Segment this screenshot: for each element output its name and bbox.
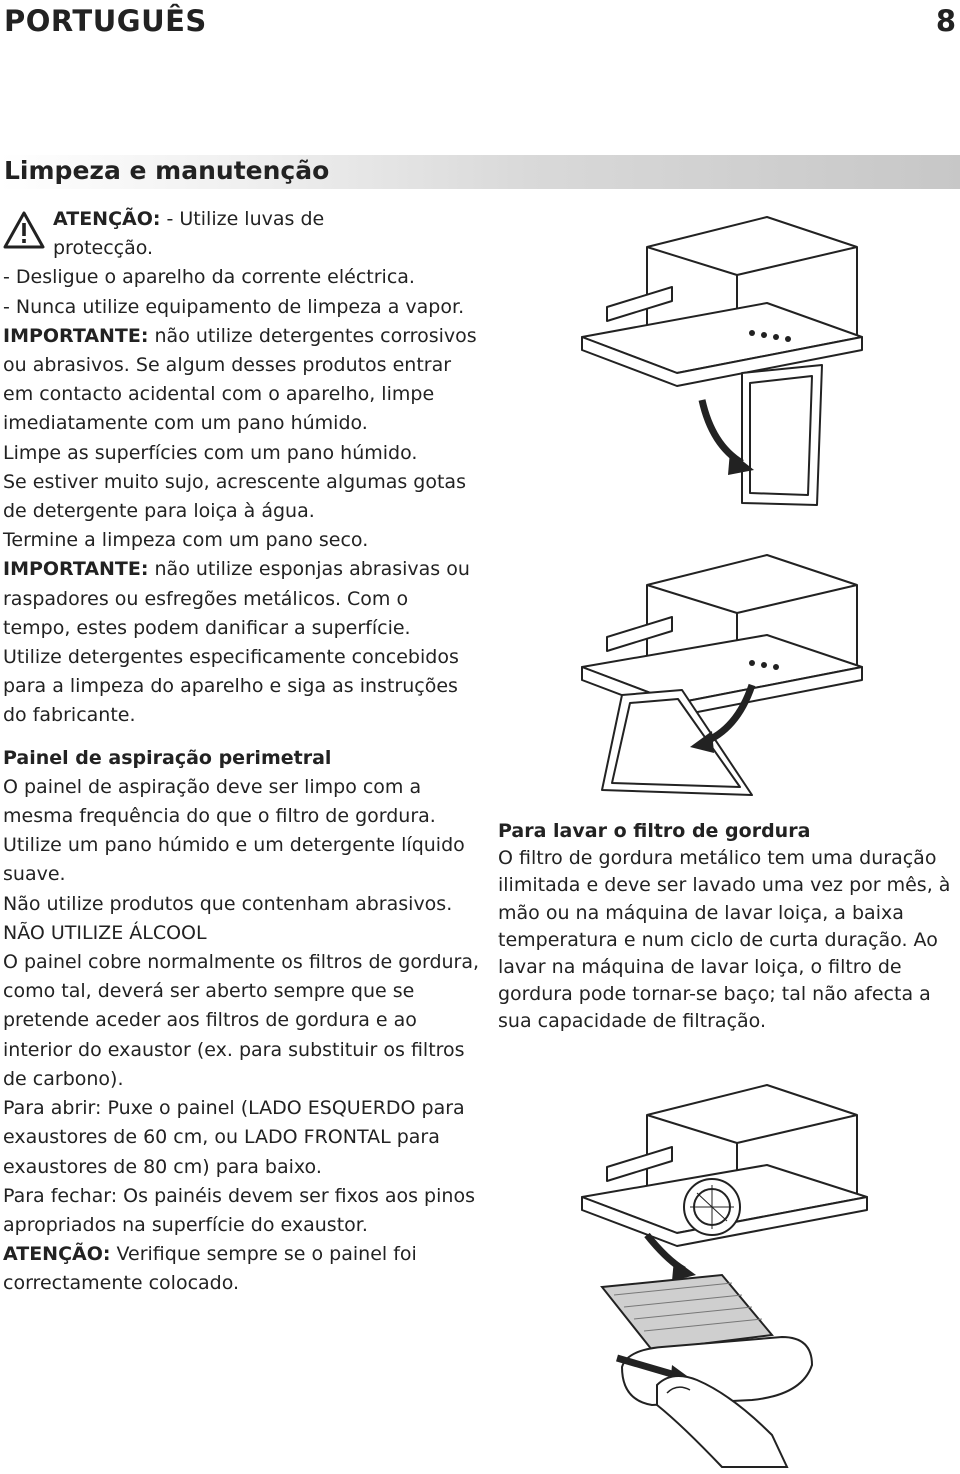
- specific-detergent-instruction: Utilize detergentes especificamente concebidos para a limpeza do aparelho e siga as instruções do fabricante.: [3, 646, 459, 727]
- panel-text-3: O painel cobre normalmente os filtros de gordura, como tal, deverá ser aberto sempre que se pretende aceder aos filtros de gordura e ao interior do exaustor (ex. para substituir os filtros de carbono).: [3, 951, 480, 1090]
- hood-panel-open-illustration: [572, 205, 872, 510]
- steam-instruction: - Nunca utilize equipamento de limpeza a vapor.: [3, 295, 465, 318]
- important-label-1: IMPORTANTE:: [3, 324, 149, 347]
- important-paragraph-2: [3, 555, 481, 643]
- warning-block: [3, 205, 481, 263]
- page-language-header: PORTUGUÊS: [4, 4, 207, 38]
- clean-surfaces-instruction: Limpe as superfícies com um pano húmido.: [3, 441, 418, 464]
- disconnect-instruction: - Desligue o aparelho da corrente eléctrica.: [3, 266, 415, 289]
- panel-text-1: O painel de aspiração deve ser limpo com a mesma frequência do que o filtro de gordura. Utilize um pano húmido e um detergente líquido suave.: [3, 775, 465, 886]
- attention-paragraph: [3, 1240, 481, 1298]
- panel-no-alcohol: NÃO UTILIZE ÁLCOOL: [3, 921, 207, 944]
- page-number: 8: [935, 4, 956, 38]
- warning-text-1: - Utilize luvas de: [160, 208, 325, 230]
- important-paragraph-1: [3, 322, 481, 439]
- warning-text-2: protecção.: [53, 237, 154, 260]
- finish-instruction: Termine a limpeza com um pano seco.: [3, 529, 369, 552]
- panel-text-2: Não utilize produtos que contenham abrasivos.: [3, 892, 453, 915]
- panel-open-instruction: Para abrir: Puxe o painel (LADO ESQUERDO para exaustores de 60 cm, ou LADO FRONTAL para exaustores de 80 cm) para baixo.: [3, 1097, 465, 1178]
- panel-close-instruction: Para fechar: Os painéis devem ser fixos aos pinos apropriados na superfície do exaustor.: [3, 1184, 475, 1236]
- left-column: [3, 205, 481, 1299]
- right-column: [498, 818, 958, 1036]
- important-text-2: não utilize esponjas abrasivas ou raspadores ou esfregões metálicos. Com o tempo, estes podem danificar a superfície.: [3, 558, 470, 639]
- hood-panel-lowered-illustration: [572, 545, 872, 815]
- filter-text: O filtro de gordura metálico tem uma duração ilimitada e deve ser lavado uma vez por mês, à mão ou na máquina de lavar loiça, a baixa temperatura e num ciclo de curta duração. Ao lavar na máquina de lavar loiça, o filtro de gordura pode tornar-se baço; tal não afecta a sua capacidade de filtração.: [498, 847, 951, 1033]
- important-text-1: não utilize detergentes corrosivos ou abrasivos. Se algum desses produtos entrar em contacto acidental com o aparelho, limpe imediatamente com um pano húmido.: [3, 324, 477, 435]
- section-title: Limpeza e manutenção: [4, 156, 330, 185]
- warning-triangle-icon: [3, 211, 45, 249]
- filter-heading: Para lavar o filtro de gordura: [498, 820, 811, 842]
- attention-label: ATENÇÃO:: [3, 1243, 111, 1266]
- warning-text: [45, 205, 481, 263]
- very-dirty-instruction: Se estiver muito sujo, acrescente algumas gotas de detergente para loiça à água.: [3, 470, 466, 523]
- panel-heading: Painel de aspiração perimetral: [3, 746, 332, 769]
- paragraph-gap: [3, 731, 481, 744]
- grease-filter-removal-illustration: [572, 1075, 877, 1470]
- important-label-2: IMPORTANTE:: [3, 558, 149, 581]
- attention-text: Verifique sempre se o painel foi correctamente colocado.: [3, 1243, 417, 1295]
- warning-label: ATENÇÃO:: [53, 208, 161, 230]
